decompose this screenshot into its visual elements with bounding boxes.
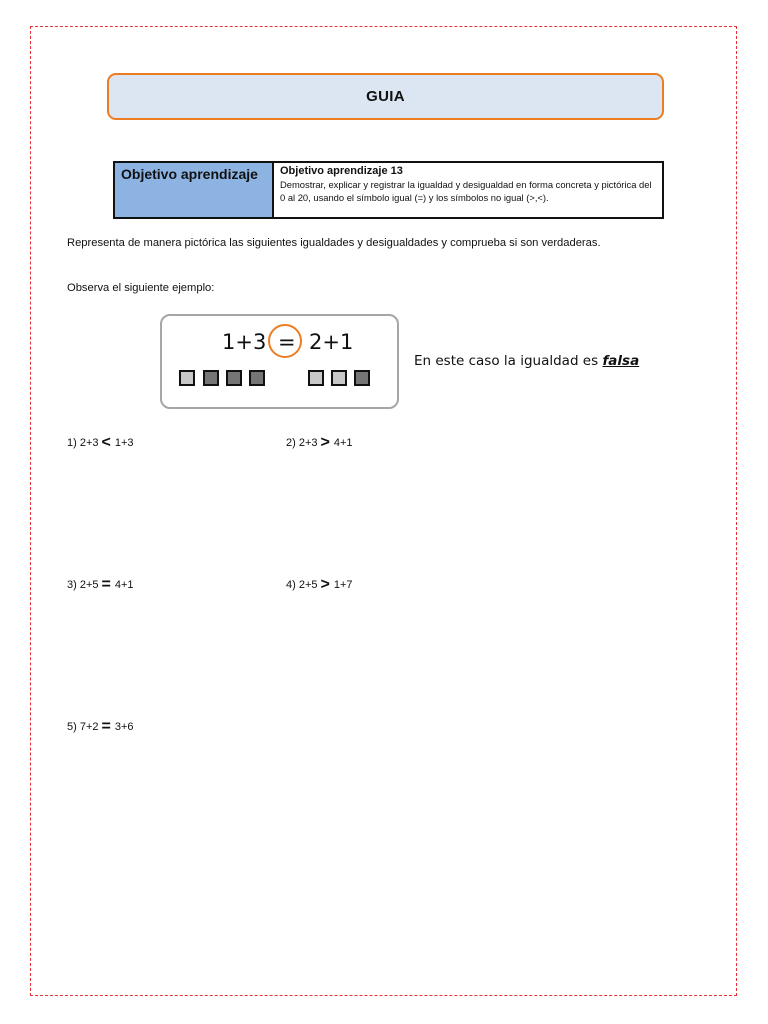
exercise-symbol: = bbox=[101, 718, 111, 735]
exercise-symbol: > bbox=[320, 576, 330, 593]
objective-description: Demostrar, explicar y registrar la igualdad y desigualdad en forma concreta y pictórica del 0 al 20, usando el símbolo igual (=) y los símbolos no igual (>,<). bbox=[280, 179, 652, 203]
objective-heading: Objetivo aprendizaje 13 bbox=[280, 165, 403, 177]
example-symbol: = bbox=[278, 330, 296, 354]
exercise-symbol: < bbox=[101, 434, 111, 451]
example-square bbox=[203, 370, 219, 386]
example-square bbox=[226, 370, 242, 386]
exercise-right: 4+1 bbox=[333, 437, 353, 449]
exercise-number: 3) bbox=[67, 579, 77, 591]
exercise-number: 2) bbox=[286, 437, 296, 449]
exercise-symbol: = bbox=[101, 576, 111, 593]
example-note bbox=[414, 353, 639, 369]
exercise-right: 1+3 bbox=[114, 437, 134, 449]
example-square bbox=[179, 370, 195, 386]
exercise-left: 2+5 bbox=[298, 579, 318, 591]
exercise-1 bbox=[67, 434, 134, 451]
example-square bbox=[249, 370, 265, 386]
exercise-right: 1+7 bbox=[333, 579, 353, 591]
example-intro: Observa el siguiente ejemplo: bbox=[67, 282, 215, 294]
exercise-symbol: > bbox=[320, 434, 330, 451]
exercise-2 bbox=[286, 434, 353, 451]
example-right-expr: 2+1 bbox=[309, 330, 354, 354]
exercise-5 bbox=[67, 718, 134, 735]
exercise-left: 7+2 bbox=[79, 721, 99, 733]
objective-content bbox=[274, 163, 662, 217]
example-note-value: falsa bbox=[602, 353, 640, 369]
exercise-left: 2+5 bbox=[79, 579, 99, 591]
exercise-number: 4) bbox=[286, 579, 296, 591]
example-square bbox=[354, 370, 370, 386]
instruction-text: Representa de manera pictórica las siguientes igualdades y desigualdades y comprueba si son verdaderas. bbox=[67, 237, 601, 249]
example-note-prefix: En este caso la igualdad es bbox=[414, 353, 603, 369]
exercise-right: 4+1 bbox=[114, 579, 134, 591]
example-square bbox=[331, 370, 347, 386]
page-title: GUIA bbox=[107, 73, 664, 120]
example-square bbox=[308, 370, 324, 386]
example-left-expr: 1+3 bbox=[222, 330, 267, 354]
exercise-4 bbox=[286, 576, 353, 593]
exercise-left: 2+3 bbox=[79, 437, 99, 449]
objective-table bbox=[113, 161, 664, 219]
exercise-right: 3+6 bbox=[114, 721, 134, 733]
exercise-left: 2+3 bbox=[298, 437, 318, 449]
exercise-3 bbox=[67, 576, 134, 593]
example-box bbox=[160, 314, 399, 409]
objective-label: Objetivo aprendizaje bbox=[115, 163, 274, 217]
exercise-number: 5) bbox=[67, 721, 77, 733]
exercise-number: 1) bbox=[67, 437, 77, 449]
